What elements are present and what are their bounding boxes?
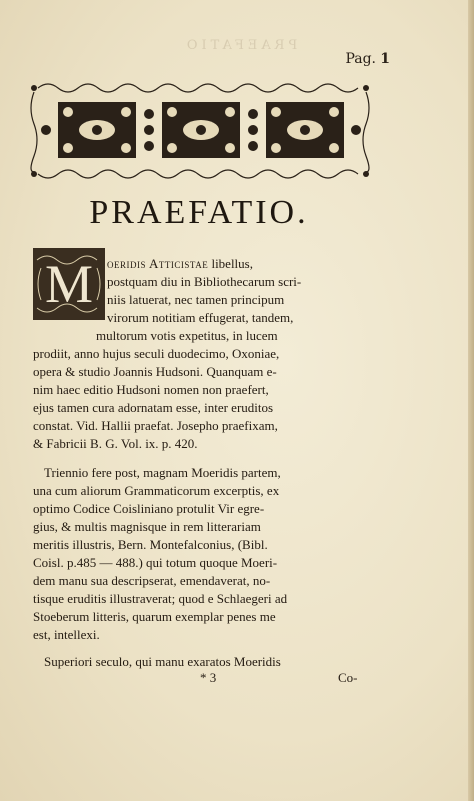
paragraph3-line-1: Superiori seculo, qui manu exaratos Moeridis	[44, 654, 281, 669]
paragraph2-line-6: Coisl. p.485 — 488.) qui totum quoque Moeri-	[33, 555, 278, 570]
paragraph1-line-8: nim haec editio Hudsoni nomen non praefert,	[33, 382, 269, 397]
page-edge	[468, 0, 474, 801]
paragraph2-line-7: dem manu sua descripserat, emendaverat, no-	[33, 573, 271, 588]
paragraph1-line-2: postquam diu in Bibliothecarum scri-	[107, 274, 302, 289]
paragraph2-line-3: optimo Codice Coisliniano protulit Vir egre-	[33, 501, 265, 516]
paragraph2-line-10: est, intellexi.	[33, 627, 100, 642]
paragraph1-line-6: prodiit, anno hujus seculi duodecimo, Oxoniae,	[33, 346, 280, 361]
paragraph2-line-5: meritis illustris, Bern. Montefalconius, (Bibl.	[33, 537, 268, 552]
paragraph1-line-3: niis latuerat, nec tamen principum	[107, 292, 285, 307]
paragraph1-line-10: constat. Vid. Hallii praefat. Josepho praefixam,	[33, 418, 278, 433]
paragraph1-line-5: multorum votis expetitus, in lucem	[96, 328, 278, 343]
page-number: 1	[380, 51, 390, 67]
page-title: PRAEFATIO.	[89, 194, 309, 231]
bleed-through-text: PRAEFATIO	[182, 38, 298, 53]
decorated-initial	[33, 248, 105, 320]
running-head-label: Pag.	[345, 51, 376, 67]
paragraph2-line-8: tisque eruditis illustraverat; quod e Schlaegeri ad	[33, 591, 288, 606]
paragraph1-line-1: oeridis Atticistae libellus,	[107, 256, 253, 271]
catchword: Co-	[338, 670, 358, 685]
paragraph1-line-4: virorum notitiam effugerat, tandem,	[107, 310, 294, 325]
small-caps-lead: oeridis Atticistae	[107, 256, 209, 271]
signature-mark: * 3	[200, 670, 217, 685]
paragraph1-line-11: & Fabricii B. G. Vol. ix. p. 420.	[33, 436, 198, 451]
paragraph1-line-9: ejus tamen cura adornatam esse, inter eruditos	[33, 400, 274, 415]
ornamental-headpiece	[28, 78, 374, 184]
initial-letter: M	[44, 254, 94, 314]
paragraph1-line-7: opera & studio Joannis Hudsoni. Quanquam e-	[33, 364, 277, 379]
paragraph2-line-4: gius, & multis magnisque in rem litterariam	[33, 519, 261, 534]
paragraph2-line-2: una cum aliorum Grammaticorum excerptis, ex	[33, 483, 280, 498]
paragraph2-line-1: Triennio fere post, magnam Moeridis partem,	[44, 465, 281, 480]
paragraph2-line-9: Stoeberum litteris, quarum exemplar penes me	[33, 609, 276, 624]
